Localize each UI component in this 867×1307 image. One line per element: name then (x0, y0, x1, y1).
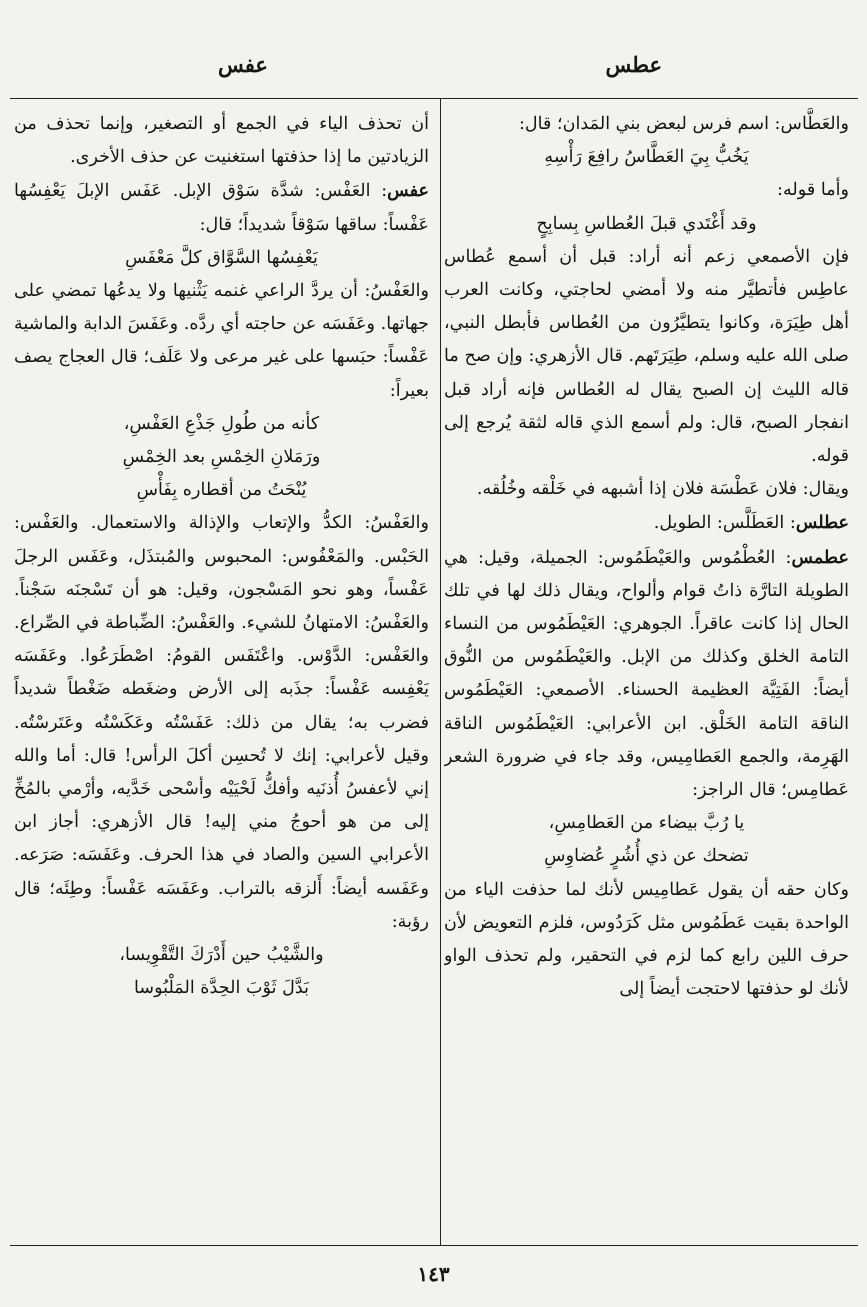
entry-paragraph (444, 541, 849, 808)
entry-text: فإن الأصمعي زعم أنه أراد: قبل أن أسمع عُطاس عاطِس فأتطيَّر منه ولا أمضي لحاجتي، وكانت العرب أهل طِيَرَة، وكانوا يتطيَّرُون من العُطاس فأبطل النبي، صلى الله عليه وسلم، طِيَرَتَهم. قال الأزهري: وإن صح ما قاله الليث إن الصبح يقال له العُطاس فإنه أراد قبل انفجار الصبح، قال: ولم أسمع الذي قاله لثقة يُرجع إلى قوله. (444, 246, 849, 467)
verse-line (14, 242, 429, 275)
entry-paragraph (14, 275, 429, 408)
verse-line (14, 939, 429, 972)
entry-text: والعَطَّاس: اسم فرس لبعض بني المَدان؛ قال: (518, 114, 849, 134)
header-left-word: عفس (218, 52, 268, 77)
entry-paragraph (444, 874, 849, 1007)
bottom-rule (10, 1245, 858, 1246)
entry-text: وأما قوله: (777, 180, 849, 201)
verse-line (14, 408, 429, 441)
entry-text: أن تحذف الياء في الجمع أو التصغير، وإنما تحذف من الزيادتين ما إذا حذفتها استغنيت عن حذف الأخرى. (14, 114, 429, 168)
column-divider (440, 98, 441, 1245)
left-column (14, 108, 429, 1238)
entry-paragraph (444, 108, 849, 141)
verse-line (14, 441, 429, 474)
verse-line (14, 474, 429, 507)
entry-text: ويقال: فلان عَطْسَة فلان إذا أشبهه في خَلْقه وخُلُقه. (476, 479, 849, 500)
entry-text: وكان حقه أن يقول عَطامِيس لأنك لما حذفت الياء من الواحدة بقيت عَطَمُوس مثل كَرَدُوس، فلزم التعويض لأن حرف اللين رابع كما لزم في التحقير، ولم تحذف الواو لأنك لو حذفتها لاحتجت أيضاً إلى (444, 879, 849, 1000)
verse-line (444, 141, 849, 174)
entry-text: وقد أَغْتَدي قبلَ العُطاسِ بِسابِحٍ (536, 213, 757, 234)
entry-text: والعَفْسُ: أن يردَّ الراعي غنمه يَثْنيها ولا يدعُها تمضي على جهاتها. وعَفَسَه عن حاجته أي ردَّه. وعَفَسَ الدابة والماشية عَفْساً: حبَسها على غير مرعى ولا عَلَف؛ قال العجاج يصف بعيراً: (14, 281, 429, 401)
entry-text: يَخُبُّ بِيَ العَطَّاسُ رافِعَ رَأْسِهِ (544, 147, 749, 168)
header-right-word: عطس (605, 52, 662, 77)
entry-text: تضحك عن ذي أُشُرٍ عُضاوِسِ (544, 846, 749, 867)
verse-line (14, 972, 429, 1005)
entry-paragraph (444, 241, 849, 473)
entry-text: يَعْفِسُها السَّوَّاق كلَّ مَعْفَسِ (125, 247, 318, 268)
entry-text: والشَّيْبُ حين أَدْرَكَ التَّقْوِيسا، (119, 945, 324, 966)
entry-text: : العُطْمُوس والعَيْطَمُوس: الجميلة، وقيل: هي الطويلة التارَّة ذاتُ قوام وألواح، ويقال ذلك لها في تلك الحال إذا كانت عاقراً. الجوهري: العَيْطَمُوس من النساء التامة الخلق وكذلك من الإبل. والعَيْطَمُوس من النُّوق أيضاً: الفَتِيَّة العظيمة الحسناء. الأصمعي: العَيْطَمُوس الناقة التامة الخَلْق. ابن الأعرابي: العَيْطَمُوس الناقة الهَرِمة، والجمع العَطامِيس، وقد جاء في ضرورة الشعر عَطامِس؛ قال الراجز: (444, 547, 849, 801)
entry-text: : العَطَلَّس: الطويل. (653, 513, 796, 534)
entry-headword: عفس (387, 180, 429, 202)
top-rule (10, 98, 858, 99)
entry-text: : العَفْس: شدَّة سَوْق الإبل. عَفَس الإبلَ يَعْفِسُها عَفْساً: ساقها سَوْقاً شديداً؛ قال: (14, 181, 429, 235)
verse-line (444, 807, 849, 840)
entry-headword: عطلس (795, 512, 849, 534)
entry-text: ورَمَلانِ الخِمْسِ بعد الخِمْسِ (122, 447, 321, 468)
right-column (444, 108, 849, 1238)
entry-text: يا رُبَّ بيضاء من العَطامِسِ، (548, 813, 745, 834)
entry-paragraph (444, 506, 849, 540)
entry-text: والعَفْسُ: الكدُّ والإتعاب والإذالة والاستعمال. والعَفْس: الحَبْس. والمَعْفُوس: المحبوس والمُبتذَل، وعَفَس الرجلَ عَفْساً، وهو نحو المَسْجون، وقيل: هو أن تَسْجنَه سَجْناً. والعَفْسُ: الامتهانُ للشيء. والعَفْسُ: الضِّباطة في الصِّراع. والعَفْس: الدَّوْس. واعْتَفَس القومُ: اصْطَرَعُوا. وعَفَسَه يَعْفِسه عَفْساً: جذَبه إلى الأرض وضغَطه ضَغْطاً شديداً فضرب به؛ يقال من ذلك: عَفَسْتُه وعَكَسْتُه وعَتَرسْتُه. وقيل لأعرابي: إنك لا تُحسِن أكلَ الرأس! قال: أما والله إني لأعفسُ أُذنَيه وأفكُّ لَحْيَيْه وأسْحى خَدَّيه، وأرْمي بالمُخِّ إلى من هو أحوجُ مني إليه! قال الأزهري: أجاز ابن الأعرابي السين والصاد في هذا الحرف. وعَفَسَه: صَرَعه. وعَفَسه أيضاً: أَلزقه بالتراب. وعَفَسَه عَفْساً: وطِئَه؛ قال رؤبة: (14, 513, 429, 932)
entry-headword: عطمس (791, 546, 849, 568)
entry-paragraph (14, 174, 429, 241)
entry-text: يُنْحَتُ من أقطاره بِفَأْسِ (136, 480, 307, 501)
entry-paragraph (444, 174, 849, 207)
entry-paragraph (444, 473, 849, 506)
entry-paragraph (14, 108, 429, 174)
entry-text: كأنه من طُولِ جَذْعِ العَفْسِ، (123, 413, 320, 434)
page-number: ١٤٣ (417, 1262, 450, 1286)
verse-line (444, 208, 849, 241)
entry-paragraph (14, 507, 429, 939)
entry-text: بَدَّلَ ثَوْبَ الحِدَّة المَلْبُوسا (133, 978, 310, 999)
verse-line (444, 840, 849, 873)
